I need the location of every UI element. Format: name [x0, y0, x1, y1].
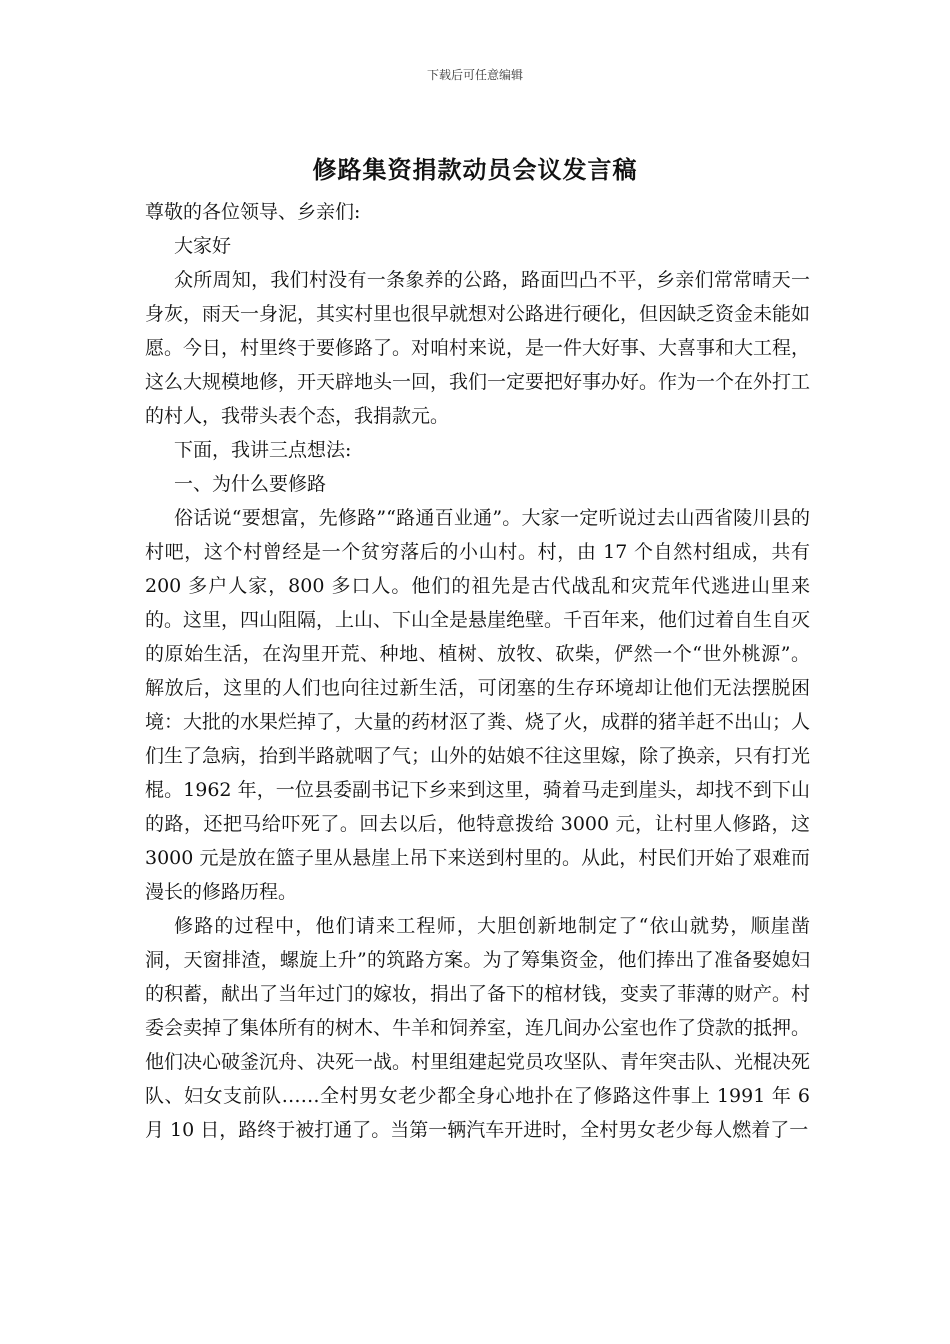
paragraph-intro: 众所周知，我们村没有一条象养的公路，路面凹凸不平，乡亲们常常晴天一身灰，雨天一身泥，其实村里也很早就想对公路进行硬化，但因缺乏资金未能如愿。今日，村里终于要修路了。对咱村来说，是一件大好事、大喜事和大工程，这么大规模地修，开天辟地头一回，我们一定要把好事办好。作为一个在外打工的村人，我带头表个态，我捐款元。 [145, 269, 811, 427]
section-heading-1: 一、为什么要修路 [174, 473, 327, 495]
paragraph-outline: 下面，我讲三点想法: [174, 439, 352, 461]
greeting: 大家好 [174, 235, 232, 257]
document-title: 修路集资捐款动员会议发言稿 [312, 156, 638, 184]
paragraph-history: 俗话说“要想富，先修路”“路通百业通”。大家一定听说过去山西省陵川县的村吧，这个村曾经是一个贫穷落后的小山村。村，由 17 个自然村组成，共有 200 多户人家，800 多口人。他们的祖先是古代战乱和灾荒年代逃进山里来的。这里，四山阻隔，上山、下山全是悬崖绝壁。千百年来，他们过着自生自灭的原始生活，在沟里开荒、种地、植树、放牧、砍柴，俨然一个“世外桃源”。解放后，这里的人们也向往过新生活，可闭塞的生存环境却让他们无法摆脱困境：大批的水果烂掉了，大量的药材沤了粪、烧了火，成群的猪羊赶不出山；人们生了急病，抬到半路就咽了气；山外的姑娘不往这里嫁，除了换亲，只有打光棍。1962 年，一位县委副书记下乡来到这里，骑着马走到崖头，却找不到下山的路，还把马给吓死了。回去以后，他特意拨给 3000 元，让村里人修路，这 3000 元是放在篮子里从悬崖上吊下来送到村里的。从此，村民们开始了艰难而漫长的修路历程。 [145, 507, 811, 903]
paragraph-construction: 修路的过程中，他们请来工程师，大胆创新地制定了“依山就势，顺崖凿洞，天窗排渣，螺旋上升”的筑路方案。为了筹集资金，他们捧出了准备娶媳妇的积蓄，献出了当年过门的嫁妆，捐出了备下的棺材钱，变卖了菲薄的财产。村委会卖掉了集体所有的树木、牛羊和饲养室，连几间办公室也作了贷款的抵押。他们决心破釜沉舟、决死一战。村里组建起党员攻坚队、青年突击队、光棍决死队、妇女支前队……全村男女老少都全身心地扑在了修路这件事上 1991 年 6 月 10 日，路终于被打通了。当第一辆汽车开进时，全村男女老少每人燃着了一 [145, 915, 811, 1141]
salutation: 尊敬的各位领导、乡亲们: [145, 201, 361, 223]
document-body [145, 195, 810, 1147]
page-header-note: 下载后可任意编辑 [426, 68, 523, 82]
